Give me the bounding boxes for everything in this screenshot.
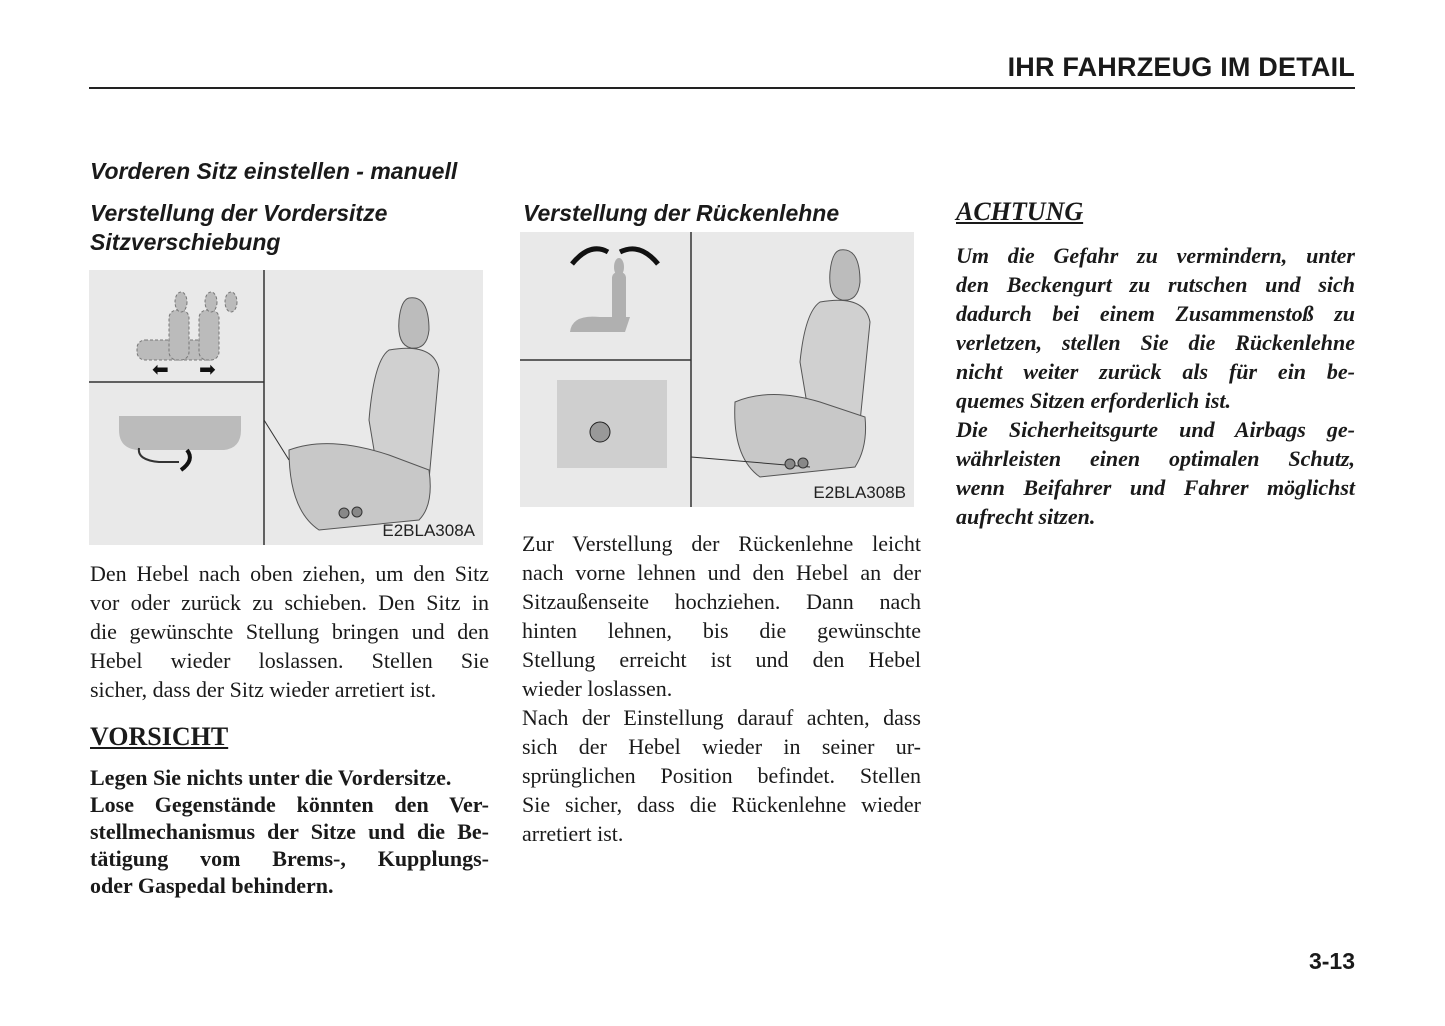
svg-text:➡: ➡ <box>199 359 216 381</box>
figure-backrest <box>520 232 914 507</box>
text-line: die gewünschte Stellung bringen und den <box>90 619 489 644</box>
heading-backrest: Verstellung der Rückenlehne <box>523 200 840 226</box>
text-line: Zur Verstellung der Rückenlehne leicht <box>522 531 921 556</box>
text-line: nicht weiter zurück als für ein be- <box>956 359 1355 384</box>
seat-slide-text <box>90 559 489 704</box>
seat-slide-illustration <box>89 270 483 545</box>
text-line: hinten lehnen, bis die gewünschte <box>522 618 921 643</box>
text-line: Nach der Einstellung darauf achten, dass <box>522 705 921 730</box>
text-line: sicher, dass der Sitz wieder arretiert ist. <box>90 677 437 702</box>
warning-title: ACHTUNG <box>956 197 1084 226</box>
text-line: Die Sicherheitsgurte und Airbags ge- <box>956 417 1355 442</box>
text-line: wieder loslassen. <box>522 676 673 701</box>
text-line: aufrecht sitzen. <box>956 504 1096 529</box>
text-line: tätigung vom Brems-, Kupplungs- <box>90 846 489 871</box>
section-title: Vorderen Sitz einstellen - manuell <box>90 158 458 184</box>
text-line: quemes Sitzen erforderlich ist. <box>956 388 1232 413</box>
page-number: 3-13 <box>1308 948 1355 974</box>
text-line: nach vorne lehnen und den Hebel an der <box>522 560 921 585</box>
backrest-illustration <box>520 232 914 507</box>
caution-text <box>90 764 489 899</box>
text-line: arretiert ist. <box>522 821 624 846</box>
svg-text:⬅: ⬅ <box>152 359 169 381</box>
text-line: Stellung erreicht ist und den Hebel <box>522 647 921 672</box>
text-line: oder Gaspedal behindern. <box>90 873 334 898</box>
figure-code: E2BLA308A <box>382 521 475 540</box>
text-line: Hebel wieder loslassen. Stellen Sie <box>90 648 489 673</box>
text-line: wenn Beifahrer und Fahrer möglichst <box>956 475 1355 500</box>
text-line: Sitzaußenseite hochziehen. Dann nach <box>522 589 921 614</box>
text-line: Legen Sie nichts unter die Vordersitze. <box>90 765 452 790</box>
text-line: Um die Gefahr zu vermindern, unter <box>956 243 1355 268</box>
text-line: vor oder zurück zu schieben. Den Sitz in <box>90 590 489 615</box>
header-rule <box>89 87 1355 89</box>
figure-code: E2BLA308B <box>813 483 906 502</box>
text-line: den Beckengurt zu rutschen und sich <box>956 272 1355 297</box>
text-line: Lose Gegenstände könnten den Ver- <box>90 792 489 817</box>
text-line: verletzen, stellen Sie die Rückenlehne <box>956 330 1355 355</box>
text-line: Sie sicher, dass die Rückenlehne wieder <box>522 792 921 817</box>
chapter-header: IHR FAHRZEUG IM DETAIL <box>1007 52 1355 82</box>
text-line: sprünglichen Position befindet. Stellen <box>522 763 921 788</box>
heading-front-seats: Verstellung der Vordersitze <box>90 200 388 226</box>
caution-title: VORSICHT <box>90 722 229 751</box>
text-line: währleisten einen optimalen Schutz, <box>956 446 1355 471</box>
warning-text <box>956 241 1355 531</box>
backrest-text <box>522 529 921 848</box>
text-line: Den Hebel nach oben ziehen, um den Sitz <box>90 561 489 586</box>
heading-seat-slide: Sitzverschiebung <box>90 229 281 255</box>
text-line: sich der Hebel wieder in seiner ur- <box>522 734 921 759</box>
text-line: stellmechanismus der Sitze und die Be- <box>90 819 489 844</box>
figure-seat-slide <box>89 270 483 545</box>
text-line: dadurch bei einem Zusammenstoß zu <box>956 301 1355 326</box>
